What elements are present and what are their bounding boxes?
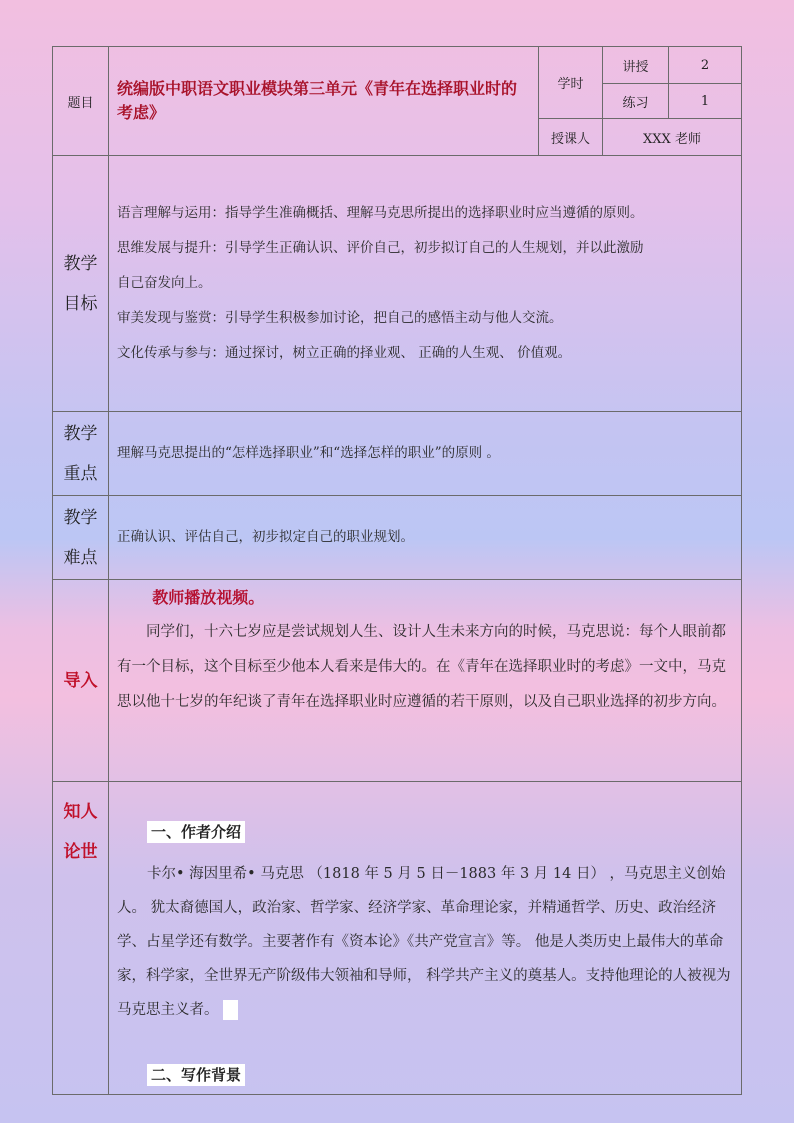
section-heading-background: 二、写作背景	[147, 1064, 245, 1086]
lesson-title: 统编版中职语文职业模块第三单元《青年在选择职业时的考虑》	[109, 47, 539, 156]
section-heading-author: 一、作者介绍	[147, 821, 245, 843]
topic-label: 题目	[53, 47, 109, 156]
intro-label: 导入	[53, 580, 109, 782]
lesson-plan-table	[52, 46, 742, 1095]
objective-line: 自己奋发向上。	[117, 275, 212, 291]
objective-line: 思维发展与提升：引导学生正确认识、评价自己，初步拟订自己的人生规划，并以此激励	[117, 240, 644, 256]
author-paragraph	[117, 857, 733, 1027]
text-cursor-block	[223, 1000, 238, 1020]
author-label-2: 论世	[63, 842, 98, 862]
difficulties-label-2: 难点	[63, 547, 98, 568]
lecture-value: 2	[669, 47, 742, 84]
difficulties-label	[53, 496, 109, 580]
practice-value: 1	[669, 84, 742, 119]
difficulties-label-1: 教学	[63, 507, 98, 528]
objectives-label	[53, 156, 109, 412]
key-points-label-2: 重点	[63, 463, 98, 484]
objective-line: 语言理解与运用：指导学生准确概括、理解马克思所提出的选择职业时应当遵循的原则。	[117, 205, 644, 221]
intro-content	[109, 580, 742, 782]
author-label	[53, 782, 109, 1095]
objectives-label-2: 目标	[63, 293, 98, 314]
key-points-label-1: 教学	[63, 423, 98, 444]
key-points-text: 理解马克思提出的“怎样选择职业”和“选择怎样的职业”的原则 。	[109, 412, 742, 496]
teacher-label: 授课人	[539, 119, 603, 156]
objectives-label-1: 教学	[63, 253, 98, 274]
objective-line: 文化传承与参与：通过探讨，树立正确的择业观、 正确的人生观、 价值观。	[117, 345, 572, 361]
intro-heading: 教师播放视频。	[152, 588, 265, 607]
teacher-value: XXX 老师	[603, 119, 742, 156]
lecture-label: 讲授	[603, 47, 669, 84]
objective-line: 审美发现与鉴赏：引导学生积极参加讨论，把自己的感悟主动与他人交流。	[117, 310, 563, 326]
key-points-label	[53, 412, 109, 496]
practice-label: 练习	[603, 84, 669, 119]
difficulties-text: 正确认识、评估自己，初步拟定自己的职业规划。	[109, 496, 742, 580]
author-content	[109, 782, 742, 1095]
author-paragraph-text: 卡尔• 海因里希• 马克思 （1818 年 5 月 5 日－1883 年 3 月 14 日） ，马克思主义创始人。 犹太裔德国人，政治家、哲学家、经济学家、革命理论家，并精通哲学、历史、政治经济学、占星学还有数学。主要著作有《资本论》《共产党宣言》等。 他是人类历史上最伟大的革命家，科学家，全世界无产阶级伟大领袖和导师， 科学共产主义的奠基人。支持他理论的人被视为马克思主义者。	[117, 866, 731, 1018]
author-label-1: 知人	[63, 802, 98, 822]
hours-label: 学时	[539, 47, 603, 119]
intro-paragraph: 同学们，十六七岁应是尝试规划人生、设计人生未来方向的时候，马克思说：每个人眼前都有一个目标，这个目标至少他本人看来是伟大的。在《青年在选择职业时的考虑》一文中，马克思以他十七岁的年纪谈了青年在选择职业时应遵循的若干原则，以及自己职业选择的初步方向。	[117, 624, 726, 710]
objectives-content	[109, 156, 742, 412]
